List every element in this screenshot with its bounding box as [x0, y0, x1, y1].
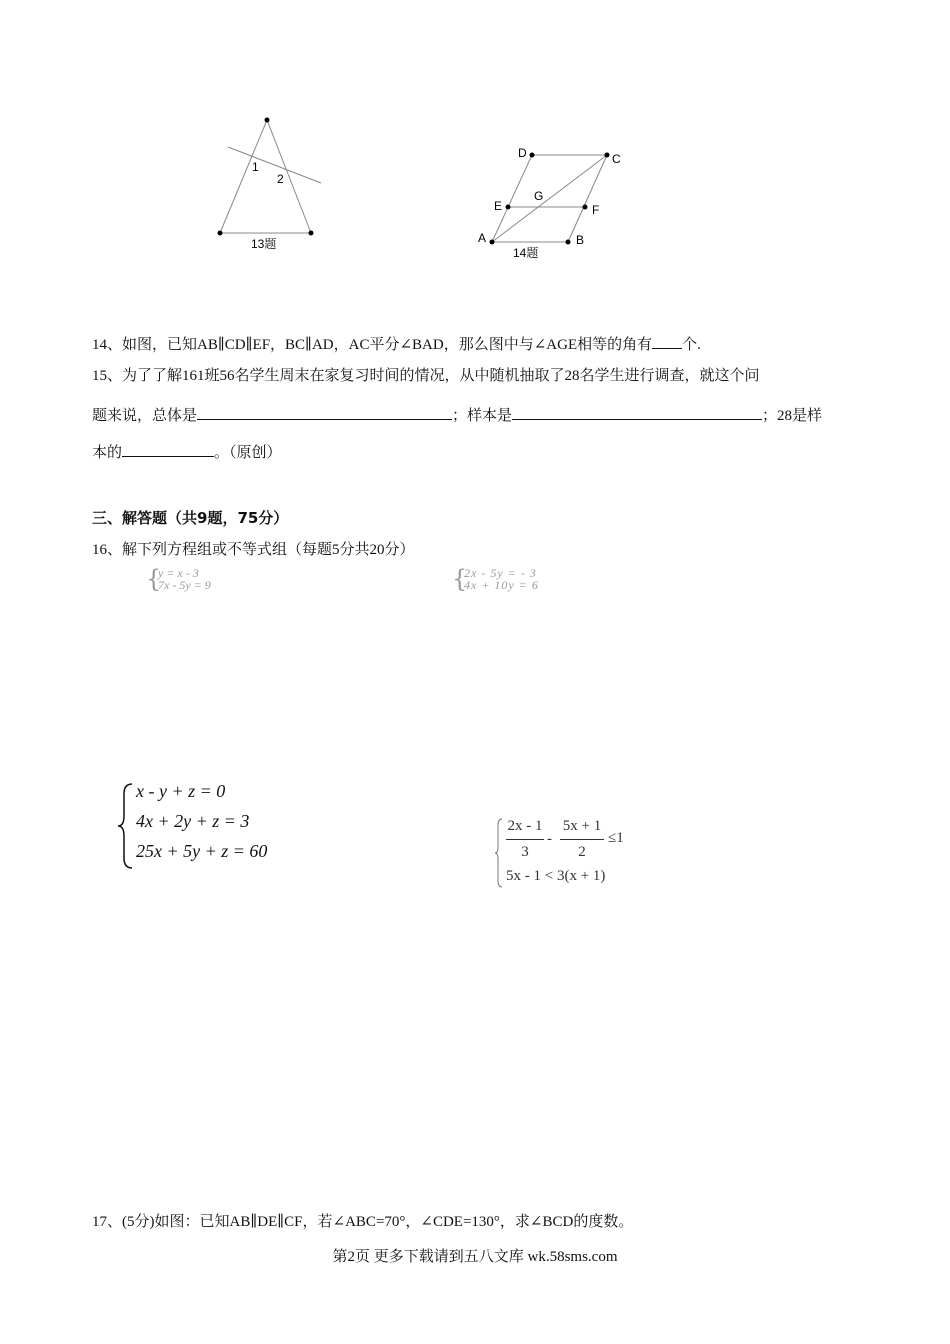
fraction-1-bar	[506, 839, 544, 840]
question-15-sample-size-label: ；28是样	[762, 408, 823, 424]
fraction-1-denominator: 3	[521, 844, 529, 860]
point-a	[490, 240, 495, 245]
system-2-eq-1: 2x - 5y = - 3	[464, 566, 537, 580]
question-15-sample-label: ；样本是	[452, 408, 513, 424]
brace-icon	[116, 782, 136, 870]
figure-14-caption: 14题	[513, 246, 539, 260]
question-14-text: 14、如图，已知AB∥CD∥EF，BC∥AD，AC平分∠BAD，那么图中与∠AGE相等的角有	[92, 337, 653, 353]
question-14-blank[interactable]	[652, 332, 682, 349]
section-3-heading: 三、解答题（共9题，75分）	[92, 509, 289, 527]
brace-icon: {	[146, 565, 162, 593]
question-15-population-label: 题来说，总体是	[92, 408, 198, 424]
question-15-population-blank[interactable]	[197, 403, 452, 420]
page-footer: 第2页 更多下载请到五八文库 wk.58sms.com	[332, 1249, 618, 1265]
system-3-eq-3: 25x + 5y + z = 60	[136, 841, 268, 861]
point-b	[566, 240, 571, 245]
question-15-line-2	[92, 403, 822, 426]
question-14	[92, 332, 701, 355]
transversal-line	[228, 147, 321, 183]
system-1-eq-1: y = x - 3	[158, 566, 199, 580]
question-15-sample-blank[interactable]	[512, 403, 762, 420]
minus-sign: -	[547, 831, 552, 847]
label-d: D	[518, 146, 527, 160]
point-d	[530, 153, 535, 158]
label-g: G	[534, 189, 544, 203]
point-e	[506, 205, 511, 210]
fraction-2-numerator: 5x + 1	[562, 818, 602, 834]
system-2-eq-2: 4x + 10y = 6	[464, 578, 539, 592]
question-17-text: 17、(5分)如图：已知AB∥DE∥CF，若∠ABC=70°，∠CDE=130°，求∠BCD的度数。	[92, 1214, 634, 1230]
point-c	[605, 153, 610, 158]
segment-ac	[492, 155, 607, 242]
system-1-eq-2: 7x - 5y = 9	[158, 578, 211, 592]
system-3-eq-2: 4x + 2y + z = 3	[136, 811, 250, 831]
label-a: A	[478, 231, 487, 245]
fraction-1-numerator: 2x - 1	[507, 818, 543, 834]
question-15-line-1: 15、为了了解161班56名学生周末在家复习时间的情况，从中随机抽取了28名学生进行调查，就这个问	[92, 368, 760, 384]
figure-13	[200, 105, 340, 255]
angle-label-2: 2	[277, 172, 284, 186]
brace-icon	[494, 817, 504, 889]
equation-system-3	[116, 780, 336, 870]
inequality-relation: ≤1	[608, 830, 624, 846]
vertex-left	[218, 231, 223, 236]
question-15-line-3	[92, 440, 282, 463]
figure-14	[470, 140, 640, 265]
vertex-top	[265, 118, 270, 123]
brace-icon: {	[452, 565, 468, 593]
label-e: E	[494, 199, 503, 213]
system-3-eq-1: x - y + z = 0	[136, 781, 226, 801]
triangle-side-left	[220, 120, 267, 233]
question-15-original-note: 。（原创）	[214, 445, 282, 461]
inequality-line-2: 5x - 1 < 3(x + 1)	[506, 868, 606, 884]
inequality-system-4	[494, 815, 654, 890]
segment-bc	[568, 155, 607, 242]
question-15-sample-size-blank[interactable]	[122, 440, 214, 457]
figure-13-caption: 13题	[251, 237, 277, 251]
fraction-2-bar	[560, 839, 604, 840]
vertex-right	[309, 231, 314, 236]
fraction-2-denominator: 2	[578, 844, 586, 860]
label-b: B	[576, 233, 585, 247]
label-c: C	[612, 152, 621, 166]
angle-label-1: 1	[252, 160, 259, 174]
question-15-line3-label: 本的	[92, 445, 123, 461]
question-14-end: 个.	[682, 337, 701, 353]
point-f	[583, 205, 588, 210]
question-16-text: 16、解下列方程组或不等式组（每题5分共20分）	[92, 542, 415, 558]
label-f: F	[592, 203, 600, 217]
